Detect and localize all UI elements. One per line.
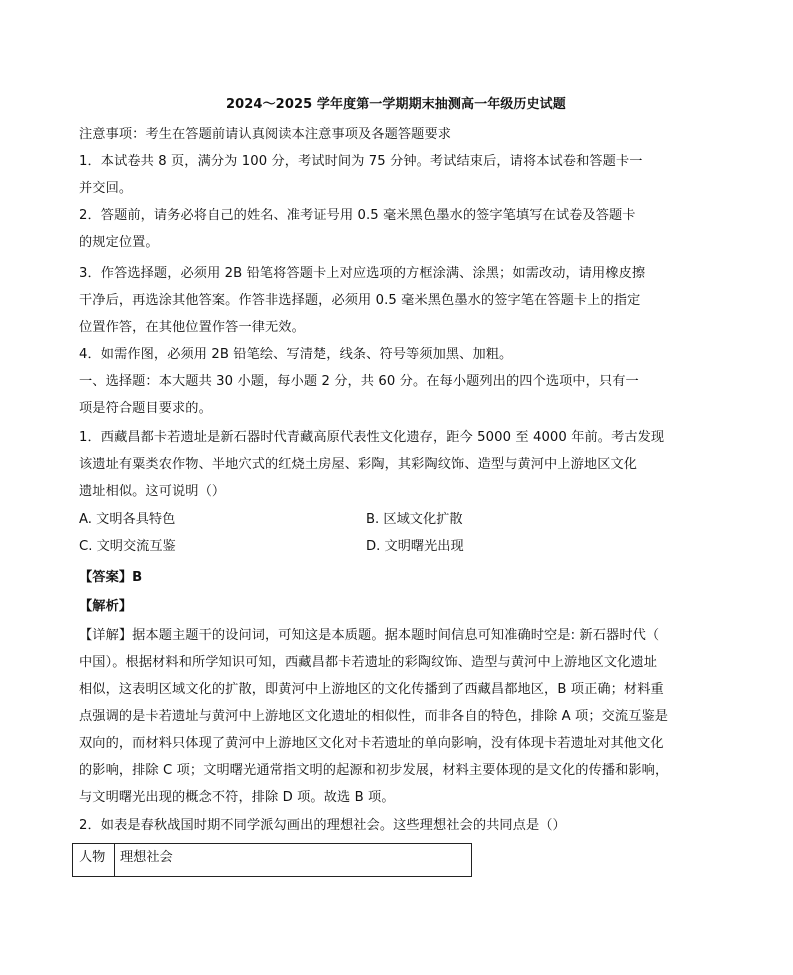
q1-detail-line-7: 与文明曙光出现的概念不符，排除 D 项。故选 B 项。 (79, 790, 395, 805)
notice-item-3-line-1: 3．作答选择题，必须用 2B 铅笔将答题卡上对应选项的方框涂满、涂黑；如需改动，请用橡皮擦 (79, 266, 646, 281)
q1-stem-line-1: 1．西藏昌都卡若遗址是新石器时代青藏高原代表性文化遗存，距今 5000 至 4000 年前。考古发现 (79, 430, 665, 445)
q1-detail-line-4: 点强调的是卡若遗址与黄河中上游地区文化遗址的相似性，而非各自的特色，排除 A 项；交流互鉴是 (79, 709, 669, 724)
notice-item-2-line-1: 2．答题前，请务必将自己的姓名、准考证号用 0.5 毫米黑色墨水的签字笔填写在试卷及答题卡 (79, 208, 636, 223)
section-heading-line-1: 一、选择题：本大题共 30 小题，每小题 2 分，共 60 分。在每小题列出的四个选项中，只有一 (79, 374, 639, 389)
exam-title: 2024～2025 学年度第一学期期末抽测高一年级历史试题 (226, 97, 566, 112)
notice-item-3-line-3: 位置作答，在其他位置作答一律无效。 (79, 320, 305, 335)
notice-item-1-line-1: 1．本试卷共 8 页，满分为 100 分，考试时间为 75 分钟。考试结束后，请将本试卷和答题卡一 (79, 154, 643, 169)
table-row (73, 844, 472, 877)
section-heading-line-2: 项是符合题目要求的。 (79, 401, 212, 416)
q1-option-a: A. 文明各具特色 (79, 512, 176, 527)
table-header-ideal-society: 理想社会 (115, 844, 472, 877)
notice-item-3-line-2: 干净后，再选涂其他答案。作答非选择题，必须用 0.5 毫米黑色墨水的签字笔在答题卡上的指定 (79, 293, 641, 308)
notice-item-2-line-2: 的规定位置。 (79, 235, 159, 250)
table-header-person: 人物 (73, 844, 115, 877)
q1-stem-line-3: 遗址相似。这可说明（） (79, 484, 226, 499)
notice-heading: 注意事项：考生在答题前请认真阅读本注意事项及各题答题要求 (79, 127, 452, 142)
q2-table (72, 843, 472, 877)
notice-item-4: 4．如需作图，必须用 2B 铅笔绘、写清楚，线条、符号等须加黑、加粗。 (79, 347, 513, 362)
q1-detail-line-2: 中国）。根据材料和所学知识可知，西藏昌都卡若遗址的彩陶纹饰、造型与黄河中上游地区文化遗址 (79, 655, 658, 670)
q1-option-b: B. 区域文化扩散 (366, 512, 463, 527)
q1-detail-line-3: 相似，这表明区域文化的扩散，即黄河中上游地区的文化传播到了西藏昌都地区，B 项正确；材料重 (79, 682, 664, 697)
q1-analysis-label: 【解析】 (79, 599, 133, 614)
q2-stem: 2．如表是春秋战国时期不同学派勾画出的理想社会。这些理想社会的共同点是（） (79, 818, 566, 833)
q1-detail-line-6: 的影响，排除 C 项；文明曙光通常指文明的起源和初步发展，材料主要体现的是文化的传播和影响， (79, 763, 669, 778)
notice-item-1-line-2: 并交回。 (79, 181, 133, 196)
q1-option-d: D. 文明曙光出现 (366, 539, 464, 554)
q1-option-c: C. 文明交流互鉴 (79, 539, 176, 554)
q1-stem-line-2: 该遗址有粟类农作物、半地穴式的红烧土房屋、彩陶，其彩陶纹饰、造型与黄河中上游地区文化 (79, 457, 638, 472)
q1-detail-line-1: 【详解】据本题主题干的设问词，可知这是本质题。据本题时间信息可知准确时空是: 新石器时代（ (79, 628, 660, 643)
q1-detail-line-5: 双向的，而材料只体现了黄河中上游地区文化对卡若遗址的单向影响，没有体现卡若遗址对其他文化 (79, 736, 664, 751)
q1-answer: 【答案】B (79, 570, 143, 585)
